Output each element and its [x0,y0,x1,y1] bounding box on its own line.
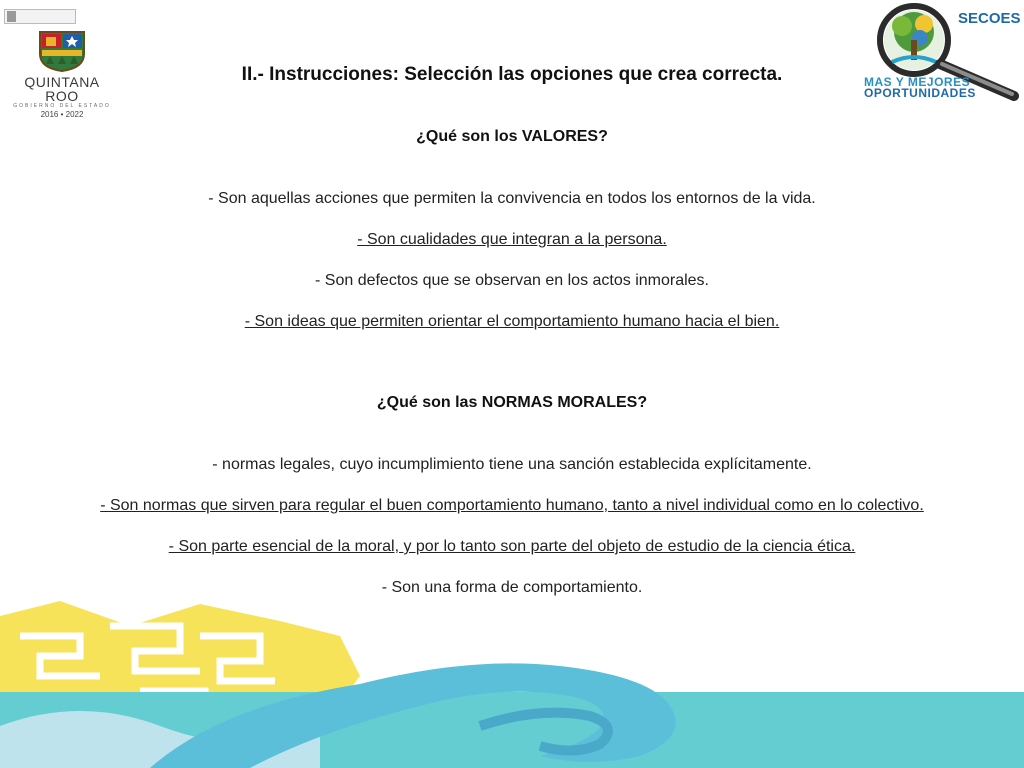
page-title: II.- Instrucciones: Selección las opciones que crea correcta. [241,64,783,85]
question-valores: ¿Qué son los VALORES? [416,128,608,145]
answer-option[interactable]: - Son cualidades que integran a la persona. [357,231,667,248]
answer-option[interactable]: - Son una forma de comportamiento. [381,579,643,596]
gov-subtitle: GOBIERNO DEL ESTADO [13,103,111,109]
secoes-logo [862,2,1022,102]
secoes-tagline-bottom: OPORTUNIDADES [864,86,976,100]
answer-option[interactable]: - Son defectos que se observan en los actos inmorales. [315,272,709,289]
answer-option[interactable]: - Son parte esencial de la moral, y por lo tanto son parte del objeto de estudio de la ciencia ética. [168,538,856,555]
secoes-name: SECOES [958,10,1021,27]
answer-option[interactable]: - normas legales, cuyo incumplimiento tiene una sanción establecida explícitamente. [212,456,812,473]
tab-stub [4,9,76,24]
answer-option[interactable]: - Son aquellas acciones que permiten la convivencia en todos los entornos de la vida. [208,190,816,207]
gov-state-name: QUINTANA ROO [24,74,100,104]
answer-option[interactable]: - Son normas que sirven para regular el buen comportamiento humano, tanto a nivel individual como en lo colectivo. [100,497,924,514]
bottom-decoration [0,596,1024,768]
secoes-tagline-top: MAS Y MEJORES [864,75,971,89]
answer-option[interactable]: - Son ideas que permiten orientar el comportamiento humano hacia el bien. [244,313,780,330]
question-normas-morales: ¿Qué son las NORMAS MORALES? [376,394,648,411]
gov-years: 2016 • 2022 [40,110,84,119]
